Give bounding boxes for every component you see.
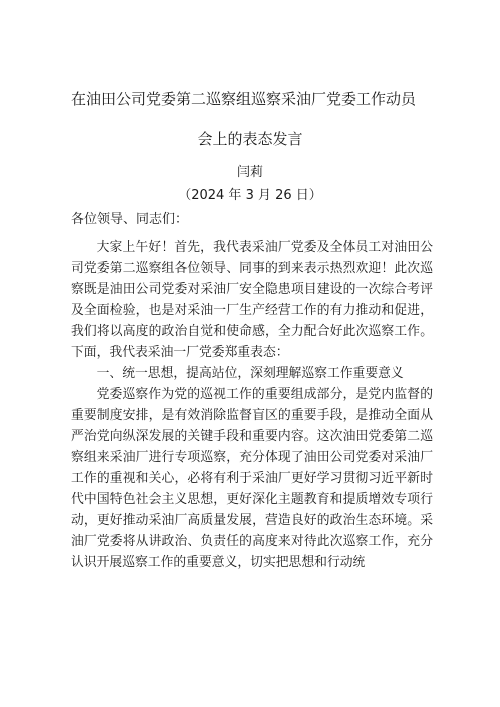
document-author: 闫莉 bbox=[236, 165, 263, 180]
section-heading-1: 一、统一思想，提高站位，深刻理解巡察工作重要意义 bbox=[96, 366, 404, 381]
body-paragraph-2: 党委巡察作为党的巡视工作的重要组成部分，是党内监督的重要制度安排，是有效消除监督盲区的重要手段，是推动全面从严治党向纵深发展的关键手段和重要内容。这次油田党委第二巡察组来采油厂进行专项巡察，充分体现了油田公司党委对采油厂工作的重视和关心，必将有利于采油厂更好学习贯彻习近平新时代中国特色社会主义思想，更好深化主题教育和提质增效专项行动，更好推动采油厂高质量发展，营造良好的政治生态环境。采油厂党委将从讲政治、负责任的高度来对待此次巡察工作，充分认识开展巡察工作的重要意义，切实把思想和行动统 bbox=[71, 387, 433, 570]
document-title-line-2: 会上的表态发言 bbox=[197, 130, 303, 148]
document-date: （2024 年 3 月 26 日） bbox=[178, 188, 322, 203]
body-paragraph-1: 大家上午好！首先，我代表采油厂党委及全体员工对油田公司党委第二巡察组各位领导、同事的到来表示热烈欢迎！此次巡察既是油田公司党委对采油厂安全隐患项目建设的一次综合考评及全面检验，也是对采油一厂生产经营工作的有力推动和促进，我们将以高度的政治自觉和使命感，全力配合好此次巡察工作。下面，我代表采油一厂党委郑重表态： bbox=[71, 240, 433, 360]
document-salutation: 各位领导、同志们： bbox=[71, 212, 189, 227]
document-title-line-1: 在油田公司党委第二巡察组巡察采油厂党委工作动员 bbox=[71, 90, 417, 108]
document-body bbox=[71, 237, 433, 573]
